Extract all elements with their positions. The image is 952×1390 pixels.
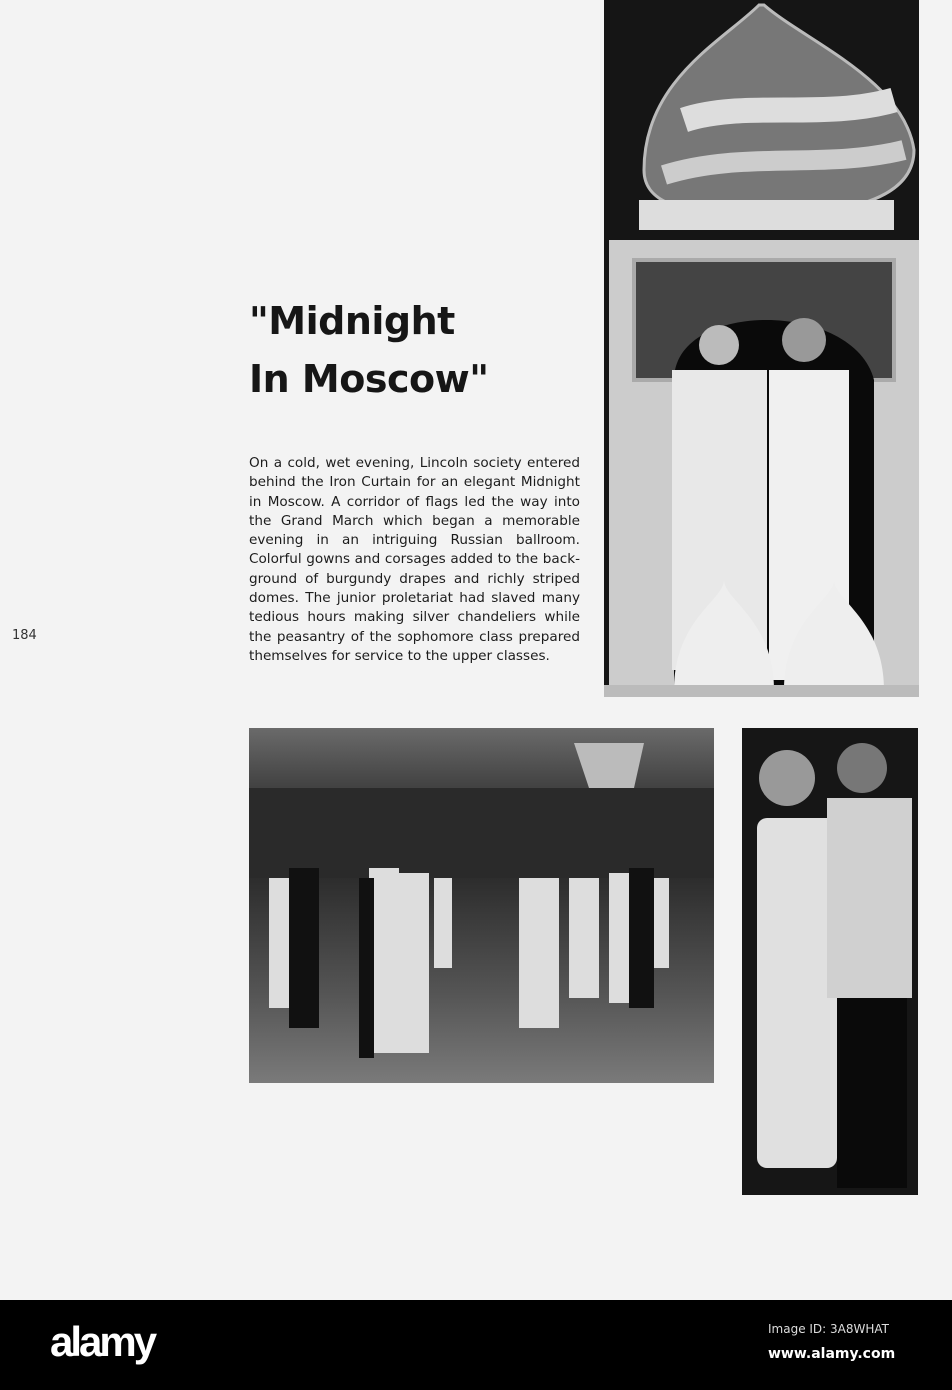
image-id-label: Image ID: 3A8WHAT	[768, 1322, 890, 1336]
alamy-logo: alamy	[50, 1318, 155, 1365]
title-line-1: "Midnight	[249, 299, 455, 343]
onion-dome-illustration	[604, 0, 919, 697]
body-paragraph: On a cold, wet evening, Lincoln society entered behind the Iron Curtain for an elegant Midnight in Moscow. A corridor of flags led the way into the Grand March which began a memorable evening in an intriguing Russian ballroom. Colorful gowns and corsages added to the back-ground of burgundy drapes and richly striped domes. The junior proletariat had slaved many tedious hours making silver chandeliers while the peasantry of the sophomore class prepared themselves for service to the upper classes.	[249, 455, 580, 664]
page-title	[249, 292, 489, 408]
photo-ballroom-dancers	[249, 728, 714, 1083]
photo-couple-dancing	[742, 728, 918, 1195]
watermark-url: www.alamy.com	[768, 1346, 896, 1362]
couple-scene	[742, 728, 918, 1195]
photo-couple-under-onion-dome	[604, 0, 919, 697]
title-line-2: In Moscow"	[249, 357, 489, 401]
page-number: 184	[12, 628, 37, 643]
ballroom-scene	[249, 728, 714, 1083]
